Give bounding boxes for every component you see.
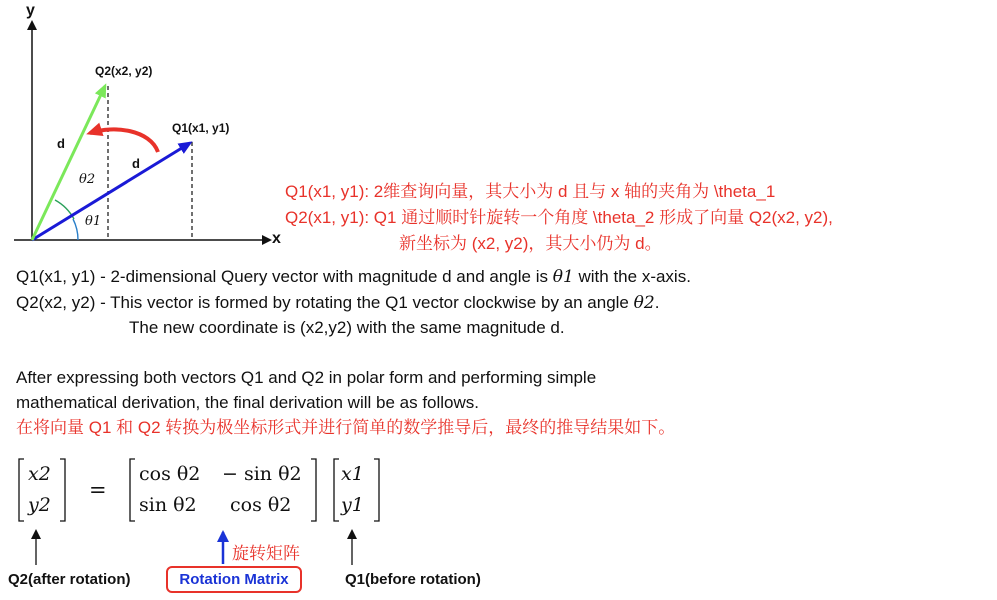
description-q2-theta: θ2 — [633, 293, 655, 313]
rhs-y1: y1 — [341, 494, 364, 516]
matrix-m12: − sin θ2 — [222, 463, 302, 485]
description-q2-cont: The new coordinate is (x2,y2) with the same magnitude d. — [129, 318, 565, 337]
equals-sign: = — [89, 478, 107, 502]
description-q1-theta: θ1 — [552, 267, 574, 287]
matrix-m22: cos θ2 — [230, 494, 292, 516]
derivation-line-cn: 在将向量 Q1 和 Q2 转换为极坐标形式并进行简单的数学推导后，最终的推导结果如下。 — [16, 418, 676, 437]
rotation-arrow — [90, 129, 158, 152]
derivation-line-2: mathematical derivation, the final derivation will be as follows. — [16, 393, 480, 412]
rhs-x1: x1 — [341, 463, 364, 485]
description-q2 — [16, 292, 659, 314]
q2-magnitude-label: d — [57, 136, 65, 151]
theta2-label: θ2 — [79, 172, 96, 187]
matrix-m11: cos θ2 — [139, 463, 201, 485]
rotation-matrix-cn-label: 旋转矩阵 — [232, 544, 300, 563]
rotation-matrix-label: Rotation Matrix — [179, 571, 289, 588]
q1-point-label: Q1(x1, y1) — [172, 121, 230, 135]
y-axis-label: y — [26, 2, 35, 19]
q2-after-rotation-label: Q2(after rotation) — [8, 571, 131, 588]
theta1-label: θ1 — [85, 214, 102, 229]
annotation-cn-q1: Q1(x1, y1): 2维查询向量，其大小为 d 且与 x 轴的夹角为 \theta_1 — [285, 182, 776, 201]
description-q1-suffix: with the x-axis. — [573, 267, 691, 286]
rotation-matrix-box — [166, 566, 302, 593]
matrix-m21: sin θ2 — [139, 494, 197, 516]
q1-magnitude-label: d — [132, 156, 140, 171]
theta1-arc — [73, 219, 78, 240]
q2-point-label: Q2(x2, y2) — [95, 64, 153, 78]
q1-before-rotation-label: Q1(before rotation) — [345, 571, 481, 588]
lhs-y2: y2 — [28, 494, 51, 516]
description-q2-suffix: . — [654, 293, 660, 312]
annotation-cn-q2-cont: 新坐标为 (x2, y2)，其大小仍为 d。 — [399, 234, 662, 253]
annotation-cn-q2: Q2(x1, y1): Q1 通过顺时针旋转一个角度 \theta_2 形成了向量 Q2(x2, y2), — [285, 208, 833, 227]
x-axis-label: x — [272, 230, 281, 247]
description-q1-prefix: Q1(x1, y1) - 2-dimensional Query vector with magnitude d and angle is — [16, 267, 553, 286]
description-q2-prefix: Q2(x2, y2) - This vector is formed by rotating the Q1 vector clockwise by an angle — [16, 293, 634, 312]
lhs-x2: x2 — [28, 463, 51, 485]
derivation-line-1: After expressing both vectors Q1 and Q2 in polar form and performing simple — [16, 368, 597, 387]
description-q1 — [16, 266, 691, 288]
